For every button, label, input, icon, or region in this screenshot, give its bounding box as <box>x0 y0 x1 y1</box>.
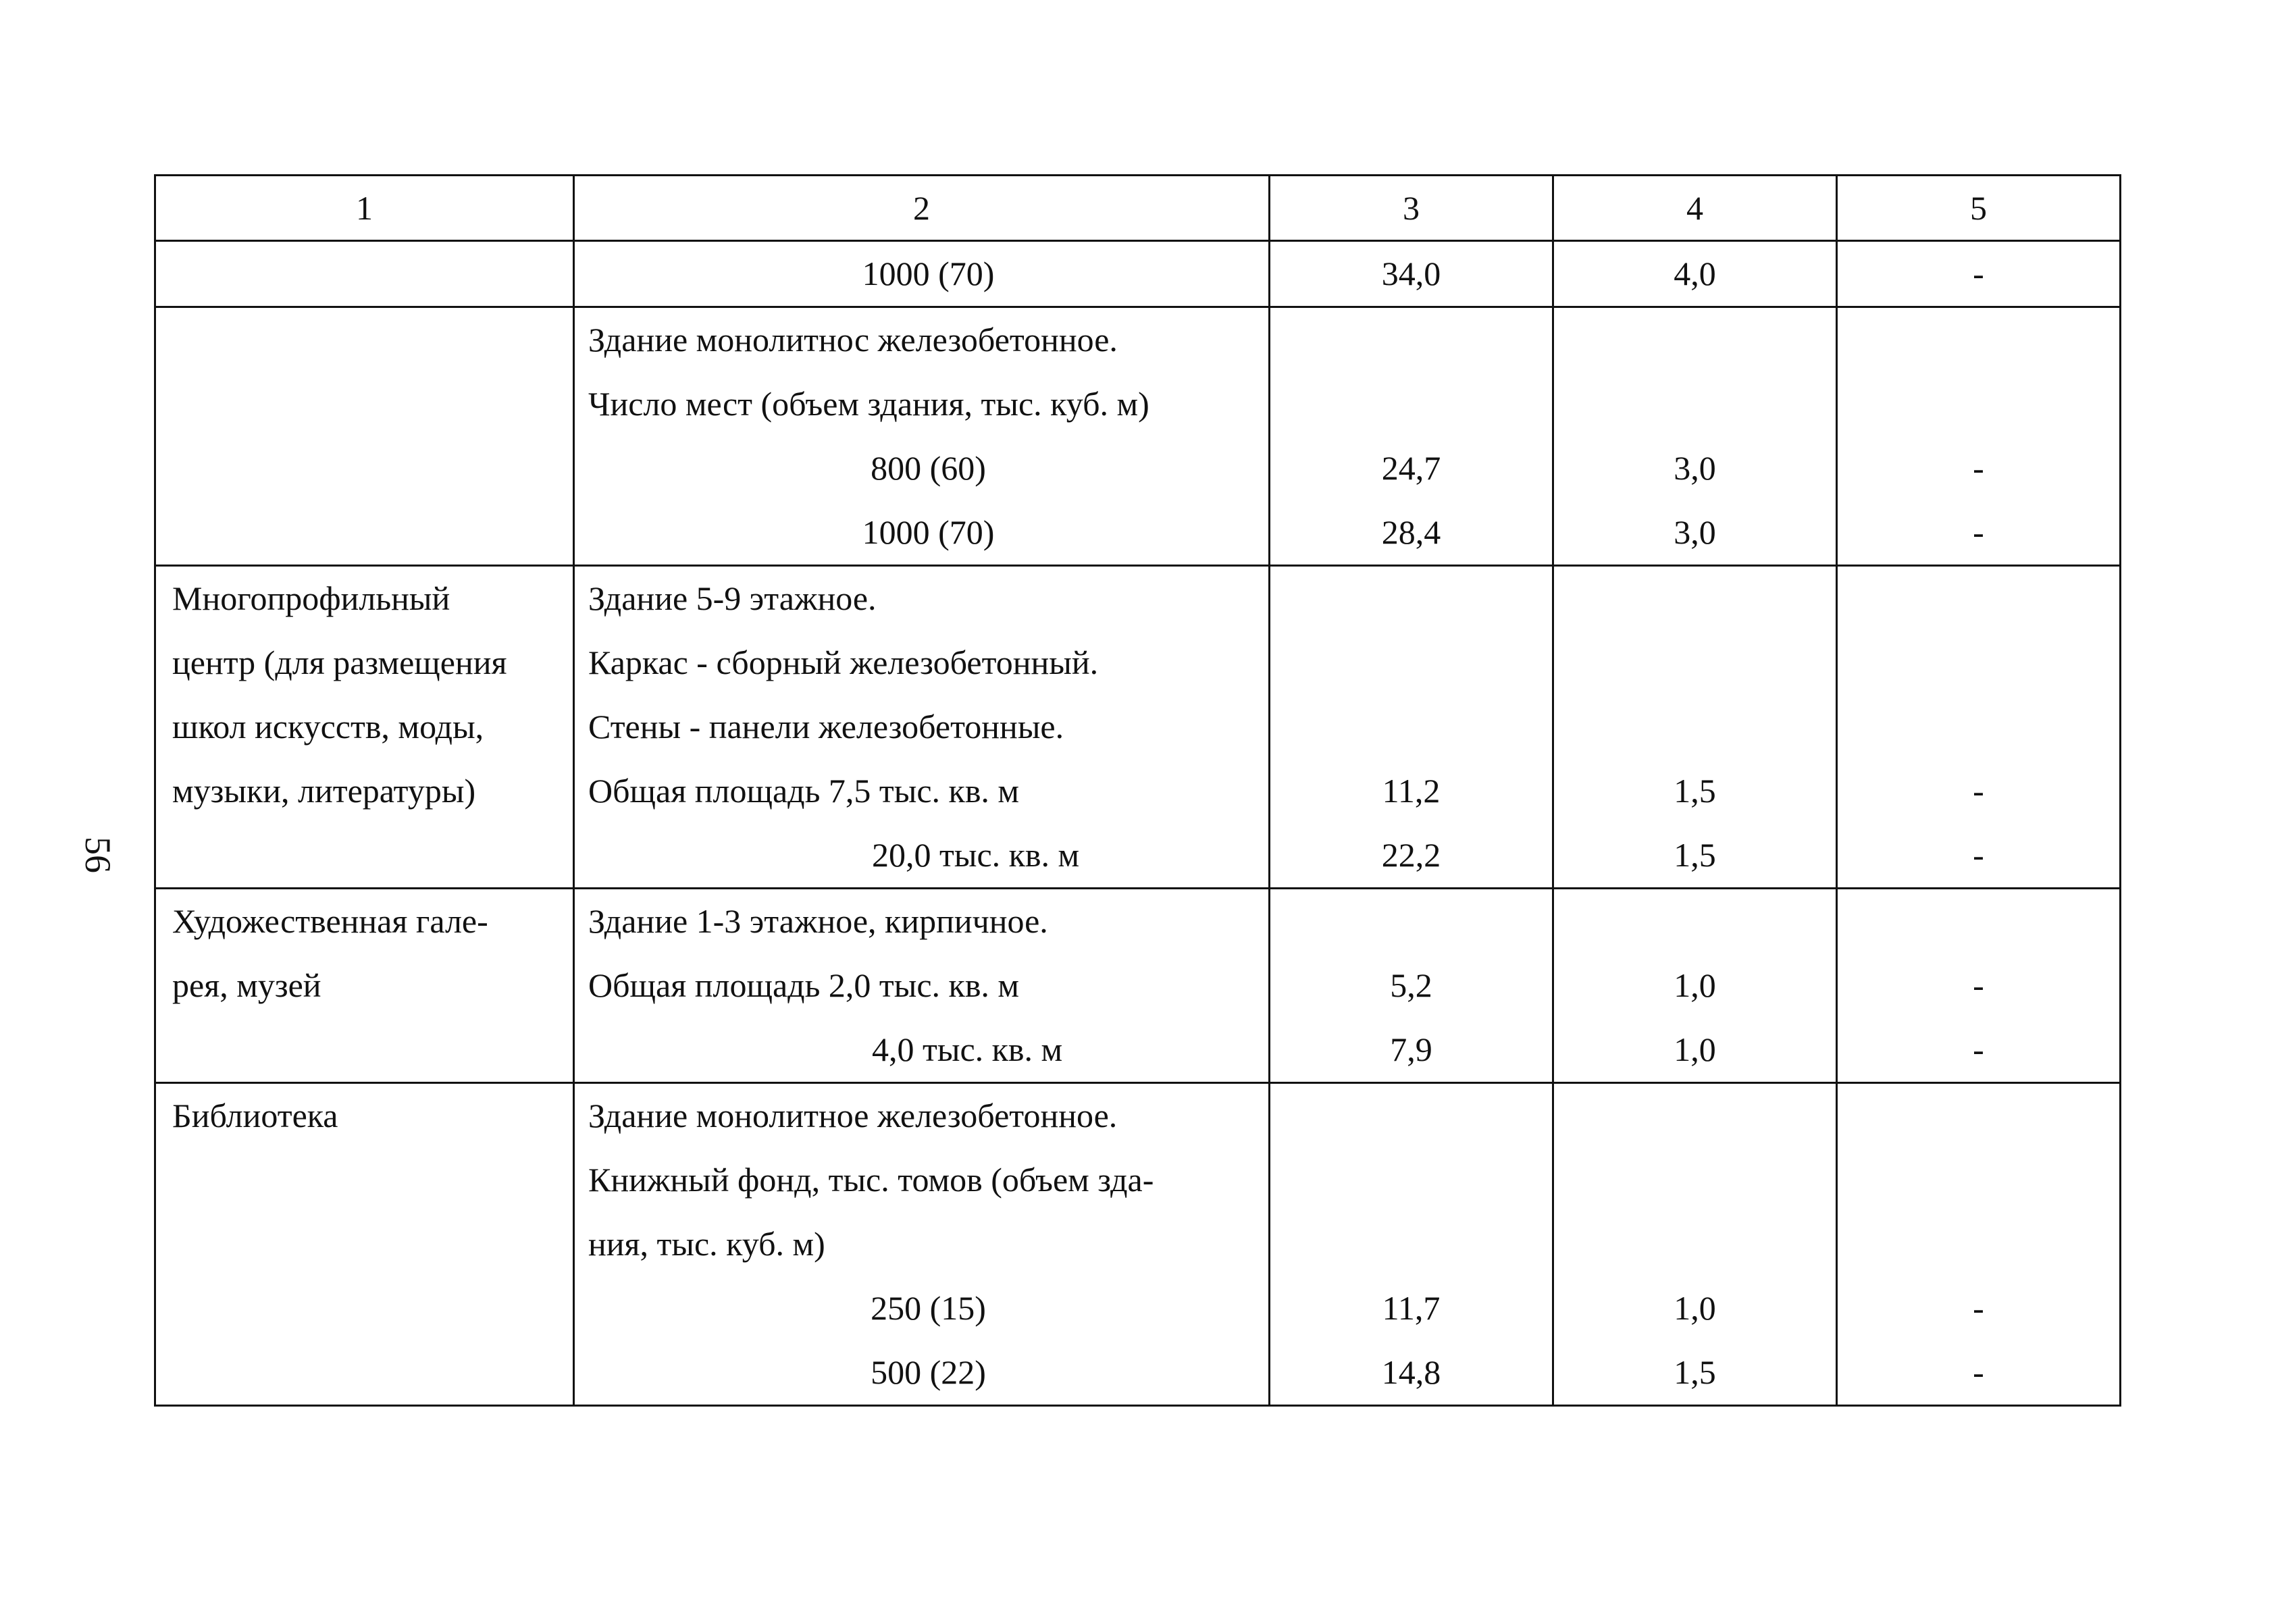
table-cell-col3 <box>1270 241 1553 307</box>
value-cell <box>1838 567 2119 631</box>
category-line: Многопрофильный <box>172 579 450 617</box>
value-cell: 14,8 <box>1381 1353 1441 1391</box>
description-line: 4,0 тыс. кв. м <box>872 1030 1063 1068</box>
value-cell: 24,7 <box>1381 449 1441 487</box>
value-cell <box>1270 1212 1552 1276</box>
value-cell: 1,0 <box>1674 1289 1716 1327</box>
value-cell: - <box>1973 449 1984 487</box>
value-cell <box>1270 308 1552 372</box>
table-row <box>155 1083 2121 1406</box>
value-cell: 1,5 <box>1674 772 1716 810</box>
value-cell <box>1838 1084 2119 1148</box>
value-cell <box>1838 695 2119 759</box>
value-cell: 28,4 <box>1381 513 1441 551</box>
value-cell <box>1270 1148 1552 1212</box>
table-row <box>155 889 2121 1083</box>
header-row <box>155 176 2121 241</box>
description-line: Здание монолитное железобетонное. <box>588 1097 1118 1134</box>
value-cell: - <box>1973 836 1984 874</box>
table-cell-col3 <box>1270 566 1553 889</box>
value-cell: - <box>1973 1030 1984 1068</box>
table-cell-col5 <box>1837 566 2121 889</box>
empty-line <box>156 1018 573 1082</box>
header-cell: 4 <box>1553 176 1837 241</box>
value-cell: 5,2 <box>1390 966 1432 1004</box>
empty-line <box>156 1276 573 1340</box>
table-cell-col4 <box>1553 566 1837 889</box>
table-cell-col3 <box>1270 889 1553 1083</box>
table-cell-col5 <box>1837 241 2121 307</box>
empty-line <box>156 500 573 565</box>
table-cell-col2 <box>574 566 1270 889</box>
value-cell <box>1270 631 1552 695</box>
table-cell-col4 <box>1553 889 1837 1083</box>
description-line: Здание 1-3 этажное, кирпичное. <box>588 902 1048 940</box>
description-line: 1000 (70) <box>862 513 995 551</box>
table-row <box>155 566 2121 889</box>
table-row <box>155 241 2121 307</box>
table-cell-col2 <box>574 889 1270 1083</box>
table-cell-col1 <box>155 889 574 1083</box>
table-cell-col2 <box>574 1083 1270 1406</box>
description-line: Здание монолитнос железобетонное. <box>588 321 1118 359</box>
value-cell <box>1554 372 1836 436</box>
table-cell-col2 <box>574 241 1270 307</box>
value-cell <box>1554 1212 1836 1276</box>
value-cell <box>1554 567 1836 631</box>
category-line: школ искусств, моды, <box>172 708 484 745</box>
value-cell: 11,7 <box>1382 1289 1441 1327</box>
value-cell: - <box>1973 772 1984 810</box>
description-line: 20,0 тыс. кв. м <box>872 836 1080 874</box>
header-cell: 2 <box>574 176 1270 241</box>
description-line: Число мест (объем здания, тыс. куб. м) <box>588 385 1149 423</box>
value-cell: 7,9 <box>1390 1030 1432 1068</box>
table-cell-col1 <box>155 1083 574 1406</box>
value-cell: 4,0 <box>1674 255 1716 292</box>
category-line: рея, музей <box>172 966 321 1004</box>
category-line: Библиотека <box>172 1097 338 1134</box>
table-cell-col3 <box>1270 307 1553 566</box>
description-line: Каркас - сборный железобетонный. <box>588 644 1099 681</box>
value-cell <box>1270 1084 1552 1148</box>
value-cell: - <box>1973 1289 1984 1327</box>
value-cell: 1,0 <box>1674 1030 1716 1068</box>
value-cell <box>1270 695 1552 759</box>
value-cell: 1,5 <box>1674 1353 1716 1391</box>
description-line: 800 (60) <box>871 449 986 487</box>
table-cell-col5 <box>1837 1083 2121 1406</box>
value-cell: 22,2 <box>1381 836 1441 874</box>
description-line: 1000 (70) <box>862 255 995 292</box>
value-cell: 34,0 <box>1381 255 1441 292</box>
value-cell <box>1554 695 1836 759</box>
value-cell <box>1270 372 1552 436</box>
value-cell: - <box>1973 513 1984 551</box>
description-line: Здание 5-9 этажное. <box>588 579 877 617</box>
empty-line <box>156 372 573 436</box>
value-cell: 11,2 <box>1382 772 1441 810</box>
empty-line <box>156 1212 573 1276</box>
value-cell <box>1554 1148 1836 1212</box>
description-line: Общая площадь 2,0 тыс. кв. м <box>588 966 1020 1004</box>
header-cell: 5 <box>1837 176 2121 241</box>
table-cell-col3 <box>1270 1083 1553 1406</box>
category-line: центр (для размещения <box>172 644 507 681</box>
description-line: 250 (15) <box>871 1289 986 1327</box>
page-number: 56 <box>78 837 118 873</box>
value-cell <box>1838 308 2119 372</box>
header-cell: 3 <box>1270 176 1553 241</box>
table-cell-col1 <box>155 241 574 307</box>
value-cell <box>1554 308 1836 372</box>
value-cell <box>1554 631 1836 695</box>
description-line: 500 (22) <box>871 1353 986 1391</box>
value-cell <box>1554 889 1836 953</box>
value-cell: 3,0 <box>1674 513 1716 551</box>
category-line: Художественная гале- <box>172 902 488 940</box>
category-line: музыки, литературы) <box>172 772 476 810</box>
description-line: ния, тыс. куб. м) <box>588 1225 825 1263</box>
value-cell <box>1838 631 2119 695</box>
table-cell-col5 <box>1837 307 2121 566</box>
empty-line <box>156 1148 573 1212</box>
table-cell-col2 <box>574 307 1270 566</box>
table-row <box>155 307 2121 566</box>
empty-line <box>156 823 573 887</box>
empty-line <box>156 242 573 306</box>
table-cell-col4 <box>1553 307 1837 566</box>
value-cell: 1,0 <box>1674 966 1716 1004</box>
table-cell-col1 <box>155 566 574 889</box>
value-cell: 3,0 <box>1674 449 1716 487</box>
table-cell-col4 <box>1553 1083 1837 1406</box>
table-cell-col4 <box>1553 241 1837 307</box>
empty-line <box>156 436 573 500</box>
empty-line <box>156 1340 573 1405</box>
value-cell: - <box>1973 255 1984 292</box>
value-cell <box>1270 567 1552 631</box>
table-cell-col5 <box>1837 889 2121 1083</box>
value-cell <box>1270 889 1552 953</box>
value-cell <box>1838 372 2119 436</box>
description-line: Стены - панели железобетонные. <box>588 708 1064 745</box>
empty-line <box>156 308 573 372</box>
header-cell: 1 <box>155 176 574 241</box>
value-cell <box>1838 1212 2119 1276</box>
value-cell: - <box>1973 966 1984 1004</box>
data-table <box>154 174 2121 1407</box>
value-cell: - <box>1973 1353 1984 1391</box>
table-cell-col1 <box>155 307 574 566</box>
value-cell <box>1554 1084 1836 1148</box>
value-cell: 1,5 <box>1674 836 1716 874</box>
value-cell <box>1838 889 2119 953</box>
description-line: Книжный фонд, тыс. томов (объем зда- <box>588 1161 1154 1199</box>
description-line: Общая площадь 7,5 тыс. кв. м <box>588 772 1020 810</box>
value-cell <box>1838 1148 2119 1212</box>
